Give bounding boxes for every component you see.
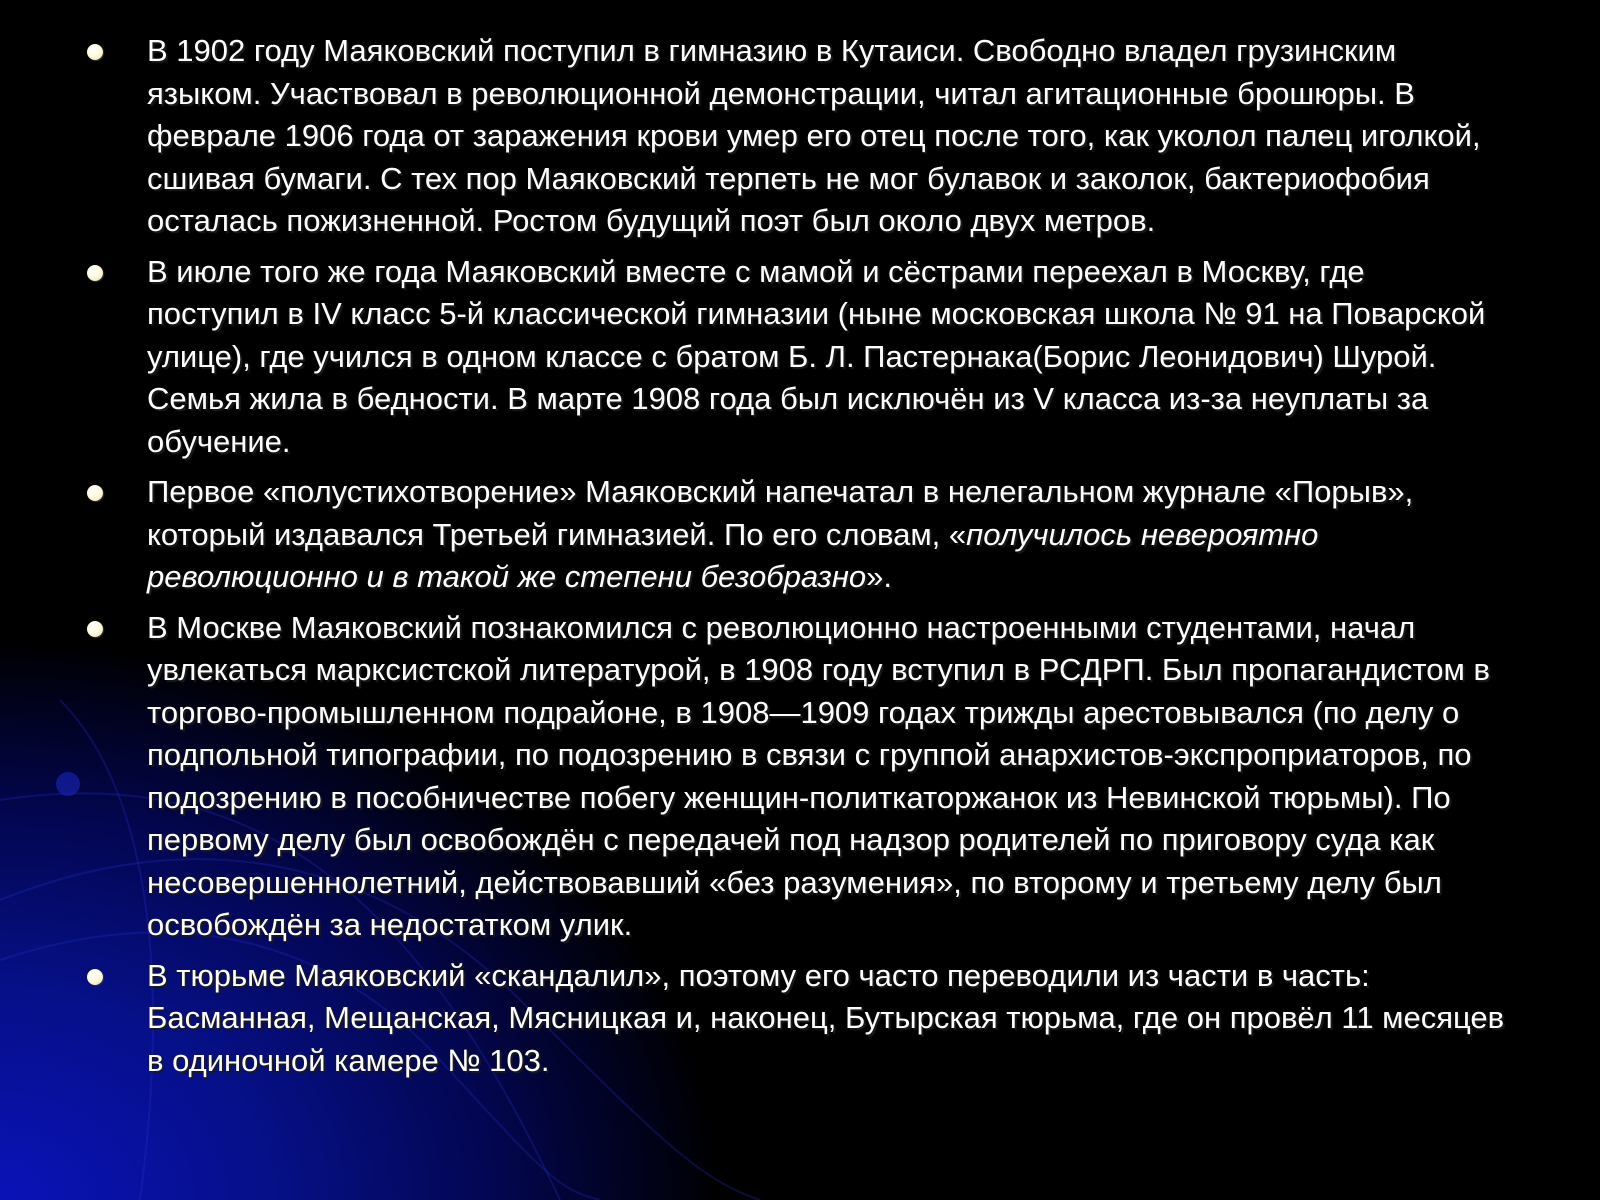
- bullet-list: [85, 30, 1505, 1082]
- bullet-text-before-quote: Первое «полустихотворение» Маяковский напечатал в нелегальном журнале «Порыв», который издавался Третьей гимназией. По его словам, «: [147, 474, 1414, 552]
- bullet-dot-icon: [87, 265, 103, 281]
- slide-body: [85, 30, 1505, 1090]
- bullet-text: В июле того же года Маяковский вместе с мамой и сёстрами переехал в Москву, где поступил в IV класс 5-й классической гимназии (ныне московская школа № 91 на Поварской улице), где учился в одном классе с братом Б. Л. Пастернака(Борис Леонидович) Шурой. Семья жила в бедности. В марте 1908 года был исключён из V класса из-за неуплаты за обучение.: [147, 253, 1486, 459]
- bullet-text-after-quote: ».: [866, 559, 893, 594]
- bullet-dot-icon: [87, 969, 103, 985]
- bullet-item-gymnasium-kutaisi: [85, 30, 1505, 243]
- bullet-dot-icon: [87, 44, 103, 60]
- bullet-item-revolutionary-activity: [85, 607, 1505, 947]
- bullet-dot-icon: [87, 485, 103, 501]
- bullet-text: В Москве Маяковский познакомился с революционно настроенными студентами, начал увлекаться марксистской литературой, в 1908 году вступил в РСДРП. Был пропагандистом в торгово-промышленном подрайоне, в 1908—1909 годах трижды арестовывался (по делу о подпольной типографии, по подозрению в связи с группой анархистов-экспроприаторов, по подозрению в пособничестве побегу женщин-политкаторжанок из Невинской тюрьмы). По первому делу был освобождён с передачей под надзор родителей по приговору суда как несовершеннолетний, действовавший «без разумения», по второму и третьему делу был освобождён за недостатком улик.: [147, 609, 1490, 942]
- bullet-text: В 1902 году Маяковский поступил в гимназию в Кутаиси. Свободно владел грузинским языком. Участвовал в революционной демонстрации, читал агитационные брошюры. В феврале 1906 года от заражения крови умер его отец после того, как уколол палец иголкой, сшивая бумаги. С тех пор Маяковский терпеть не мог булавок и заколок, бактериофобия осталась пожизненной. Ростом будущий поэт был около двух метров.: [147, 33, 1481, 238]
- bullet-dot-icon: [87, 621, 103, 637]
- bullet-item-move-to-moscow: [85, 251, 1505, 464]
- bullet-text-quote: получилось невероятно революционно и в такой же степени безобразно: [147, 516, 1319, 594]
- bullet-item-prison: [85, 955, 1505, 1083]
- bullet-text: В тюрьме Маяковский «скандалил», поэтому его часто переводили из части в часть: Басманная, Мещанская, Мясницкая и, наконец, Бутырская тюрьма, где он провёл 11 месяцев в одиночной камере № 103.: [147, 957, 1505, 1078]
- bullet-item-first-poem: [85, 471, 1505, 599]
